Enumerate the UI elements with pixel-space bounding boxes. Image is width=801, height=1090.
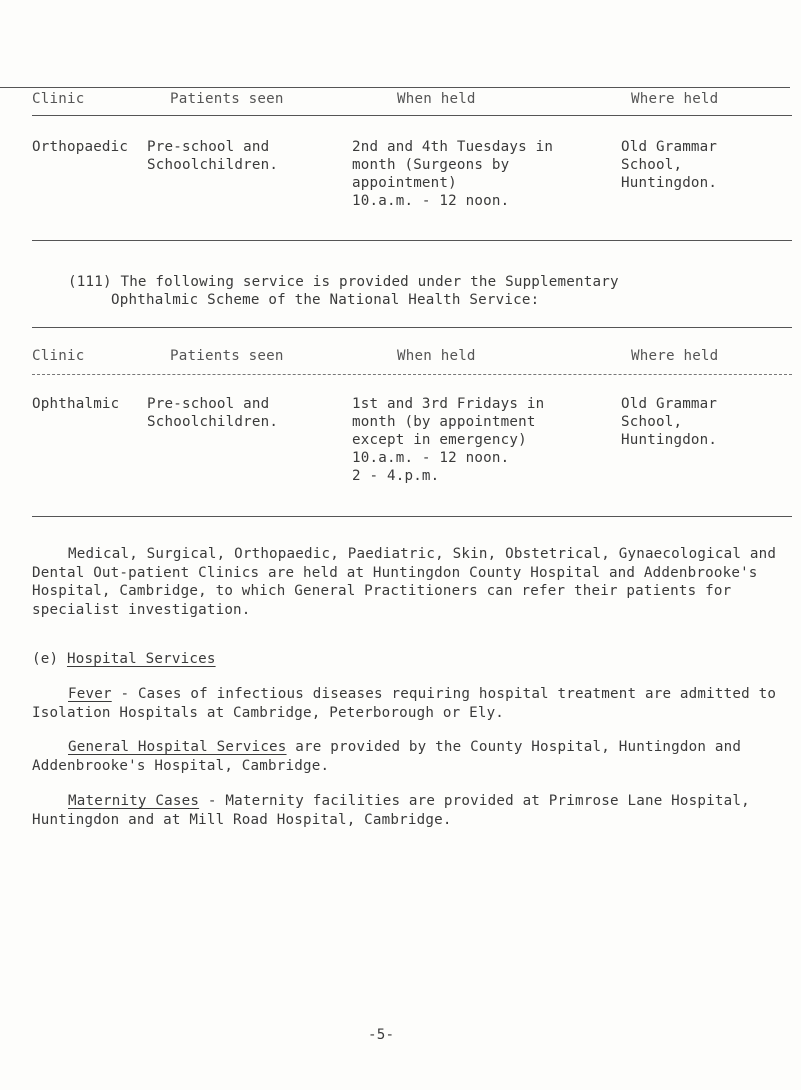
maternity-paragraph: [32, 792, 801, 829]
table1-patients-line2: Schoolchildren.: [147, 157, 279, 173]
table2-header-patients: Patients seen: [170, 348, 284, 364]
table1-clinic: Orthopaedic: [32, 139, 129, 155]
page-number: -5-: [368, 1027, 395, 1043]
table2-header-clinic: Clinic: [32, 348, 85, 364]
table2-when-line2: month (by appointment: [352, 414, 536, 430]
table1-header-clinic: Clinic: [32, 91, 85, 107]
table2-where-line2: School,: [621, 414, 683, 430]
table1-when-line3: appointment): [352, 175, 457, 191]
table1-header-patients: Patients seen: [170, 91, 284, 107]
maternity-text: - Maternity facilities are provided at Primrose Lane Hospital, Huntingdon and at Mill Road Hospital, Cambridge.: [32, 793, 750, 828]
table2-header-where: Where held: [631, 348, 719, 364]
table1-when-line1: 2nd and 4th Tuesdays in: [352, 139, 554, 155]
table2-when-line1: 1st and 3rd Fridays in: [352, 396, 545, 412]
table2-patients-line2: Schoolchildren.: [147, 414, 279, 430]
table2-clinic: Ophthalmic: [32, 396, 120, 412]
table1-header-where: Where held: [631, 91, 719, 107]
table2-when-line3: except in emergency): [352, 432, 527, 448]
table2-when-line5: 2 - 4.p.m.: [352, 468, 440, 484]
maternity-heading: Maternity Cases: [68, 793, 200, 809]
general-heading: General Hospital Services: [68, 739, 287, 755]
intro-line1: (111) The following service is provided under the Supplementary: [68, 274, 619, 290]
table2-where-line1: Old Grammar: [621, 396, 718, 412]
table1-where-line1: Old Grammar: [621, 139, 718, 155]
table1-header-when: When held: [397, 91, 476, 107]
table1-header-rule: [32, 115, 792, 116]
clinics-paragraph: Medical, Surgical, Orthopaedic, Paediatric, Skin, Obstetrical, Gynaecological and Dental Out-patient Clinics are held at Huntingdon County Hospital and Addenbrooke's Hospital, Cambridge, to which General Practitioners can refer their patients for specialist investigation.: [32, 546, 777, 618]
table2-header-when: When held: [397, 348, 476, 364]
table2-when-line4: 10.a.m. - 12 noon.: [352, 450, 510, 466]
table2-header-rule: [32, 374, 792, 375]
fever-heading: Fever: [68, 686, 112, 702]
general-paragraph: [32, 738, 801, 775]
section-e-label: (e): [32, 651, 59, 667]
table1-where-line3: Huntingdon.: [621, 175, 718, 191]
table2-where-line3: Huntingdon.: [621, 432, 718, 448]
general-text: are provided by the County Hospital, Huntingdon and Addenbrooke's Hospital, Cambridge.: [32, 739, 742, 774]
intro-line2: Ophthalmic Scheme of the National Health Service:: [111, 292, 540, 308]
fever-paragraph: [32, 685, 801, 722]
fever-text: - Cases of infectious diseases requiring hospital treatment are admitted to Isolation Hospitals at Cambridge, Peterborough or Ely.: [32, 686, 777, 721]
section-e-heading: [32, 650, 216, 668]
table2-bottom-rule: [32, 516, 792, 517]
table1-bottom-rule: [32, 240, 792, 241]
table1-where-line2: School,: [621, 157, 683, 173]
table1-top-rule: [0, 87, 790, 88]
table1-when-line2: month (Surgeons by: [352, 157, 510, 173]
table2-top-rule: [32, 327, 792, 328]
table1-patients-line1: Pre-school and: [147, 139, 270, 155]
section-e-title: Hospital Services: [66, 651, 216, 667]
table2-patients-line1: Pre-school and: [147, 396, 270, 412]
table1-when-line4: 10.a.m. - 12 noon.: [352, 193, 510, 209]
